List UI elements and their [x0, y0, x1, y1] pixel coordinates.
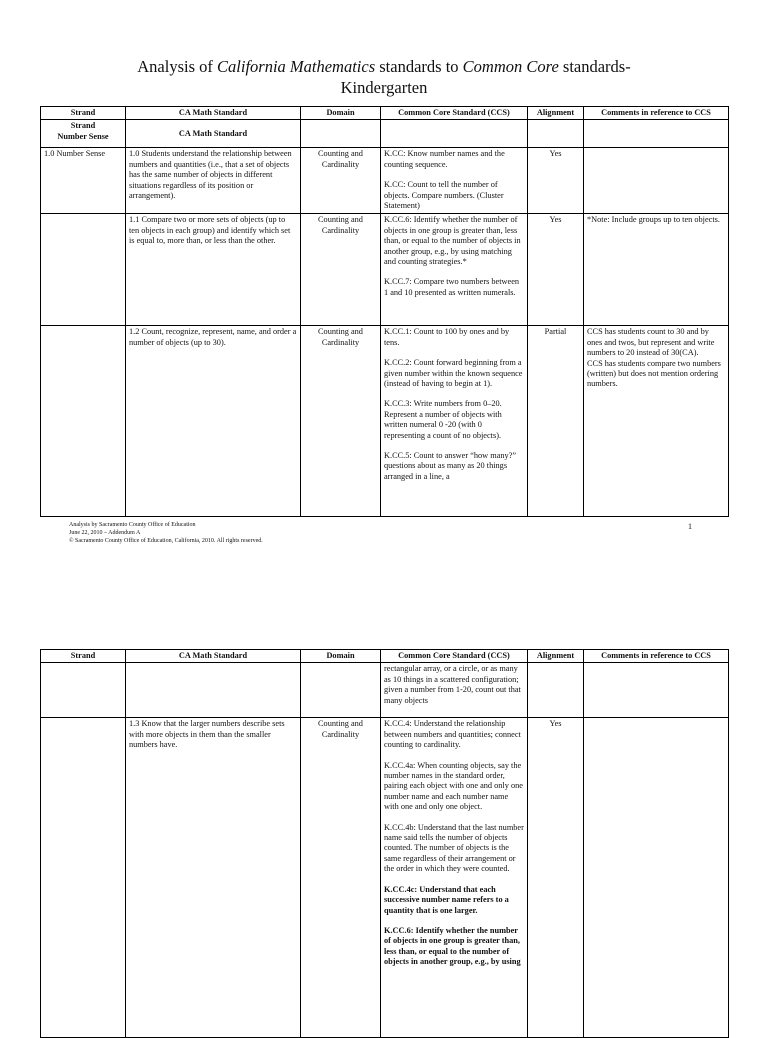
- alignment-cell: Partial: [528, 326, 584, 517]
- page-number: 1: [688, 522, 692, 531]
- ccs-paragraph: K.CC.4a: When counting objects, say the number names in the standard order, pairing each object with one and only one number name and each number name with one and only one object.: [384, 760, 523, 812]
- empty-cell: [301, 120, 381, 148]
- header-ca-standard: CA Math Standard: [126, 650, 301, 663]
- footer-line: Analysis by Sacramento County Office of Education: [69, 522, 196, 528]
- ca-standard-cell: 1.2 Count, recognize, represent, name, and order a number of objects (up to 30).: [126, 326, 301, 517]
- table-row: [41, 326, 729, 517]
- table-row: [41, 214, 729, 326]
- ccs-paragraph: K.CC: Know number names and the counting sequence.: [384, 149, 505, 169]
- comments-cell: [584, 663, 729, 718]
- title-italic-ca: California Mathematics: [217, 57, 376, 76]
- ccs-paragraph: K.CC.6: Identify whether the number of objects in one group is greater than, less than, or equal to the number of objects in another group, e.g., by using matching and counting strategies.*: [384, 215, 521, 267]
- table-row: [41, 663, 729, 718]
- title-suffix: standards-: [558, 57, 631, 76]
- ccs-paragraph: K.CC.2: Count forward beginning from a given number within the known sequence (instead of having to begin at 1).: [384, 358, 523, 389]
- header-row: [41, 107, 729, 120]
- strand-cell: [41, 663, 126, 718]
- header-comments: Comments in reference to CCS: [584, 107, 729, 120]
- standards-table-page-1: [40, 106, 729, 517]
- ccs-paragraph: K.CC.5: Count to answer “how many?” questions about as many as 20 things arranged in a line, a: [384, 451, 517, 481]
- standards-table-page-2: [40, 649, 729, 1038]
- empty-cell: [381, 120, 528, 148]
- ca-standard-cell: 1.0 Students understand the relationship between numbers and quantities (i.e., that a set of objects has the same number of objects in different situations regardless of its position or arrangement).: [126, 148, 301, 214]
- ca-standard-cell: [126, 663, 301, 718]
- strand-cell: [41, 214, 126, 326]
- title-italic-cc: Common Core: [462, 57, 559, 76]
- table-row: [41, 718, 729, 1038]
- ccs-paragraph: K.CC.7: Compare two numbers between 1 and 10 presented as written numerals.: [384, 277, 520, 297]
- alignment-cell: [528, 663, 584, 718]
- ccs-cell: [381, 663, 528, 718]
- comments-cell: *Note: Include groups up to ten objects.: [584, 214, 729, 326]
- strand-cell: [41, 326, 126, 517]
- header-ccs: Common Core Standard (CCS): [381, 107, 528, 120]
- domain-cell: Counting and Cardinality: [301, 326, 381, 517]
- subheader-strand: Strand Number Sense: [41, 120, 126, 148]
- header-ccs: Common Core Standard (CCS): [381, 650, 528, 663]
- title-grade: Kindergarten: [340, 78, 428, 97]
- header-strand: Strand: [41, 107, 126, 120]
- document-title: [40, 56, 728, 98]
- page-footer: [69, 521, 263, 545]
- subheader-ca: CA Math Standard: [126, 120, 301, 148]
- domain-cell: Counting and Cardinality: [301, 214, 381, 326]
- header-alignment: Alignment: [528, 650, 584, 663]
- footer-line: June 22, 2010 – Addendum A: [69, 530, 141, 536]
- ccs-paragraph-bold: K.CC.6: Identify whether the number of objects in one group is greater than, less than, or equal to the number of objects in another group, e.g., by using: [384, 925, 521, 967]
- table-row: [41, 148, 729, 214]
- header-alignment: Alignment: [528, 107, 584, 120]
- ccs-paragraph: K.CC.1: Count to 100 by ones and by tens.: [384, 327, 510, 347]
- ccs-cell: [381, 214, 528, 326]
- empty-cell: [584, 120, 729, 148]
- comments-cell: [584, 718, 729, 1038]
- subheader-row: [41, 120, 729, 148]
- header-ca-standard: CA Math Standard: [126, 107, 301, 120]
- domain-cell: [301, 663, 381, 718]
- title-prefix: Analysis of: [137, 57, 218, 76]
- header-domain: Domain: [301, 650, 381, 663]
- ccs-paragraph: K.CC.4b: Understand that the last number name said tells the number of objects counted. The number of objects is the same regardless of their arrangement or the order in which they were counted.: [384, 822, 524, 874]
- ccs-paragraph-bold: K.CC.4c: Understand that each successive number name refers to a quantity that is one larger.: [384, 884, 509, 915]
- ca-standard-cell: 1.3 Know that the larger numbers describe sets with more objects in them than the smaller numbers have.: [126, 718, 301, 1038]
- alignment-cell: Yes: [528, 214, 584, 326]
- alignment-cell: Yes: [528, 148, 584, 214]
- title-middle: standards to: [375, 57, 463, 76]
- ccs-cell: [381, 148, 528, 214]
- comments-cell: CCS has students count to 30 and by ones and twos, but represent and write numbers to 20 instead of 30(CA). CCS has students compare two numbers (written) but does not mention ordering numbers.: [584, 326, 729, 517]
- footer-line: © Sacramento County Office of Education, California, 2010. All rights reserved.: [69, 538, 263, 544]
- ccs-paragraph: K.CC: Count to tell the number of objects. Compare numbers. (Cluster Statement): [384, 180, 504, 211]
- ccs-cell: [381, 326, 528, 517]
- header-comments: Comments in reference to CCS: [584, 650, 729, 663]
- empty-cell: [528, 120, 584, 148]
- ccs-paragraph: K.CC.3: Write numbers from 0–20. Represent a number of objects with written numeral 0 -20 (with 0 representing a count of no objects).: [384, 399, 502, 440]
- comments-cell: [584, 148, 729, 214]
- ccs-paragraph: rectangular array, or a circle, or as many as 10 things in a scattered configuration; given a number from 1-20, count out that many objects: [384, 664, 521, 705]
- ca-standard-cell: 1.1 Compare two or more sets of objects (up to ten objects in each group) and identify which set is equal to, more than, or less than the other.: [126, 214, 301, 326]
- header-domain: Domain: [301, 107, 381, 120]
- ccs-paragraph: K.CC.4: Understand the relationship between numbers and quantities; connect counting to cardinality.: [384, 719, 521, 750]
- domain-cell: Counting and Cardinality: [301, 718, 381, 1038]
- ccs-cell: [381, 718, 528, 1038]
- domain-cell: Counting and Cardinality: [301, 148, 381, 214]
- alignment-cell: Yes: [528, 718, 584, 1038]
- header-row: [41, 650, 729, 663]
- header-strand: Strand: [41, 650, 126, 663]
- strand-cell: 1.0 Number Sense: [41, 148, 126, 214]
- strand-cell: [41, 718, 126, 1038]
